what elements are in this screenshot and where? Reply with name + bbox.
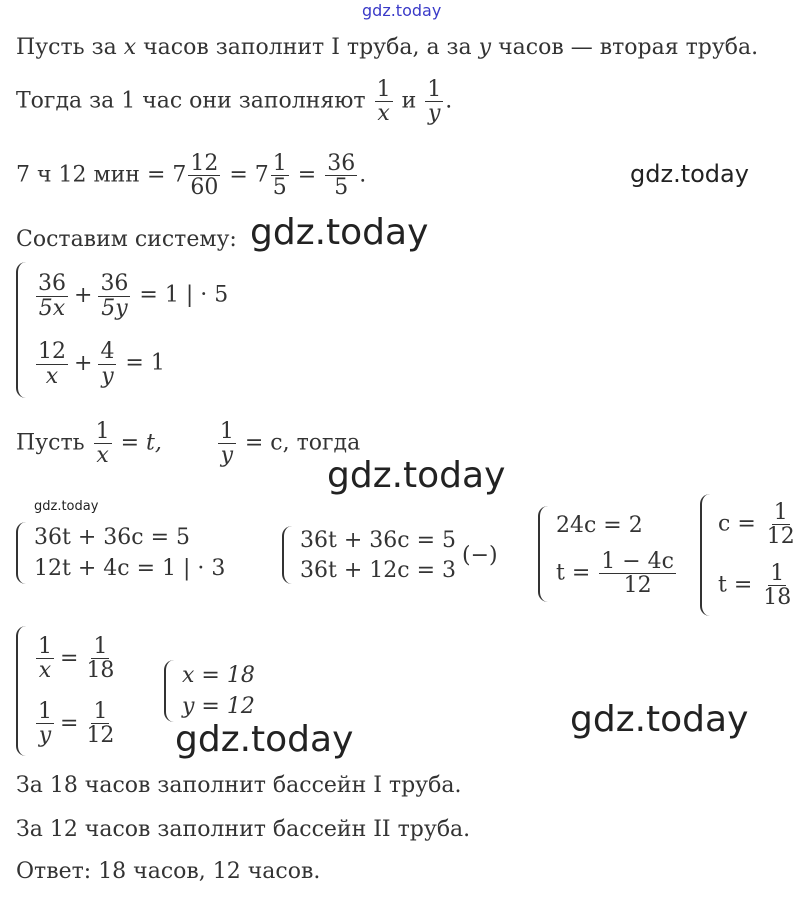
text: Пусть	[16, 430, 92, 456]
fraction-12-over-60	[186, 152, 222, 199]
text: = c, тогда	[237, 430, 361, 456]
text: Пусть за	[16, 35, 124, 60]
denominator: y	[428, 101, 441, 127]
numerator: 36	[100, 271, 129, 297]
text: = 7	[222, 162, 269, 188]
fraction-t	[597, 550, 678, 597]
brace	[164, 660, 178, 722]
brace	[538, 506, 552, 602]
equation-row	[34, 635, 118, 682]
fraction-1-over-12	[82, 700, 118, 747]
fraction-4-over-y	[96, 340, 118, 387]
equation-row	[718, 562, 799, 609]
subtract-operator: (−)	[462, 542, 498, 568]
numerator: 1	[219, 419, 234, 444]
equation-row	[718, 501, 799, 548]
text: t =	[556, 560, 598, 586]
denominator: 12	[766, 524, 795, 549]
text: .	[445, 88, 453, 114]
system-f	[164, 660, 255, 722]
fraction-1-over-x	[373, 78, 395, 125]
system-rows	[300, 526, 456, 584]
substitution-line	[16, 420, 360, 467]
watermark: gdz.today	[250, 212, 429, 253]
watermark-top: gdz.today	[362, 1, 442, 20]
rate-line	[16, 78, 452, 125]
system-rows	[34, 262, 228, 398]
equation-row: 36t + 36c = 5	[300, 528, 456, 553]
system-1	[16, 262, 228, 398]
watermark: gdz.today	[570, 699, 749, 740]
numerator: 1	[773, 499, 788, 525]
var-x: x	[123, 35, 137, 60]
equation-row	[34, 340, 228, 387]
brace	[16, 522, 30, 584]
system-e	[16, 626, 118, 756]
text: c =	[718, 511, 763, 537]
text: часов — вторая труба.	[491, 35, 759, 60]
brace	[282, 526, 296, 584]
equation-row: x = 18	[182, 662, 255, 688]
numerator: 1	[376, 77, 391, 102]
system-rows	[34, 522, 225, 584]
numerator: 1	[93, 698, 108, 724]
denominator: y	[38, 723, 52, 748]
text: Тогда за 1 час они заполняют	[16, 88, 373, 114]
answer-line: Ответ: 18 часов, 12 часов.	[16, 859, 321, 884]
equation-row	[34, 272, 228, 319]
system-rows	[182, 660, 255, 722]
plus-sign: +	[74, 351, 93, 376]
numerator: 1	[38, 633, 52, 659]
numerator: 1	[93, 633, 108, 659]
denominator: x	[96, 443, 109, 469]
system-d	[700, 494, 799, 616]
denominator: y	[220, 443, 234, 469]
time-conversion-line	[16, 152, 366, 199]
watermark: gdz.today	[630, 160, 749, 188]
intro-line	[16, 34, 758, 62]
equation-row	[556, 550, 678, 597]
compose-system-line: Составим систему:	[16, 227, 237, 252]
fraction-1-over-18	[759, 562, 795, 609]
denominator: 18	[763, 585, 792, 610]
brace	[16, 626, 30, 756]
denominator: 5x	[38, 295, 66, 321]
system-rows	[34, 626, 118, 756]
numerator: 1	[427, 77, 442, 102]
fraction-12-over-x	[34, 340, 70, 387]
equation-row: 36t + 36c = 5	[34, 524, 190, 550]
equation-tail: = 1 | · 5	[132, 283, 229, 308]
equation-row	[34, 700, 118, 747]
denominator: 12	[623, 573, 652, 599]
fraction-1-over-12	[763, 501, 799, 548]
numerator: 1 − 4c	[601, 549, 675, 575]
result-line-2: За 12 часов заполнит бассейн II труба.	[16, 817, 471, 842]
brace	[700, 494, 714, 616]
numerator: 1	[95, 419, 110, 444]
text: =	[290, 162, 324, 188]
fraction-1-over-y	[216, 420, 238, 467]
equation-row: 24c = 2	[556, 512, 643, 538]
denominator: 5y	[101, 295, 128, 321]
fraction-36-over-5	[323, 152, 359, 199]
denominator: 5	[334, 175, 349, 201]
numerator: 1	[272, 151, 287, 176]
numerator: 12	[38, 339, 66, 365]
fraction-1-over-x	[92, 420, 114, 467]
system-b	[282, 526, 498, 584]
numerator: 1	[770, 560, 785, 586]
numerator: 4	[100, 339, 115, 365]
equation-row: 12t + 4c = 1 | · 3	[34, 555, 226, 581]
result-line-1: За 18 часов заполнит бассейн I труба.	[16, 773, 462, 798]
fraction-1-over-x	[34, 635, 56, 682]
numerator: 36	[38, 271, 66, 297]
text: = t,	[113, 430, 162, 456]
fraction-1-over-y	[423, 78, 445, 125]
denominator: y	[101, 363, 114, 389]
equation-row: 36t + 12c = 3	[300, 558, 456, 583]
denominator: 5	[272, 175, 287, 201]
numerator: 1	[38, 698, 52, 724]
fraction-36-over-5x	[34, 272, 70, 319]
text: и	[401, 88, 424, 114]
var-y: y	[478, 35, 492, 60]
equals-sign: =	[60, 710, 79, 736]
denominator: 18	[86, 658, 115, 683]
watermark: gdz.today	[175, 719, 354, 760]
fraction-1-over-y	[34, 700, 56, 747]
equation-row: y = 12	[182, 693, 255, 719]
fraction-36-over-5y	[96, 272, 132, 319]
text: t =	[718, 572, 760, 598]
text: 7 ч 12 мин = 7	[16, 162, 187, 188]
system-c	[538, 506, 678, 602]
equation-tail: = 1	[118, 351, 165, 376]
system-rows	[556, 506, 678, 602]
brace	[16, 262, 30, 398]
system-a	[16, 522, 225, 584]
denominator: 60	[190, 175, 219, 201]
numerator: 12	[190, 151, 219, 176]
equals-sign: =	[60, 645, 79, 671]
watermark: gdz.today	[34, 499, 99, 514]
fraction-1-over-5	[269, 152, 291, 199]
fraction-1-over-18	[82, 635, 118, 682]
denominator: x	[377, 101, 390, 127]
denominator: x	[45, 363, 59, 389]
plus-sign: +	[74, 283, 93, 308]
denominator: x	[38, 658, 52, 683]
watermark: gdz.today	[327, 455, 506, 496]
numerator: 36	[327, 151, 356, 176]
system-rows	[718, 494, 799, 616]
text: .	[359, 162, 367, 188]
text: часов заполнит I труба, а за	[136, 35, 479, 60]
denominator: 12	[86, 723, 115, 748]
